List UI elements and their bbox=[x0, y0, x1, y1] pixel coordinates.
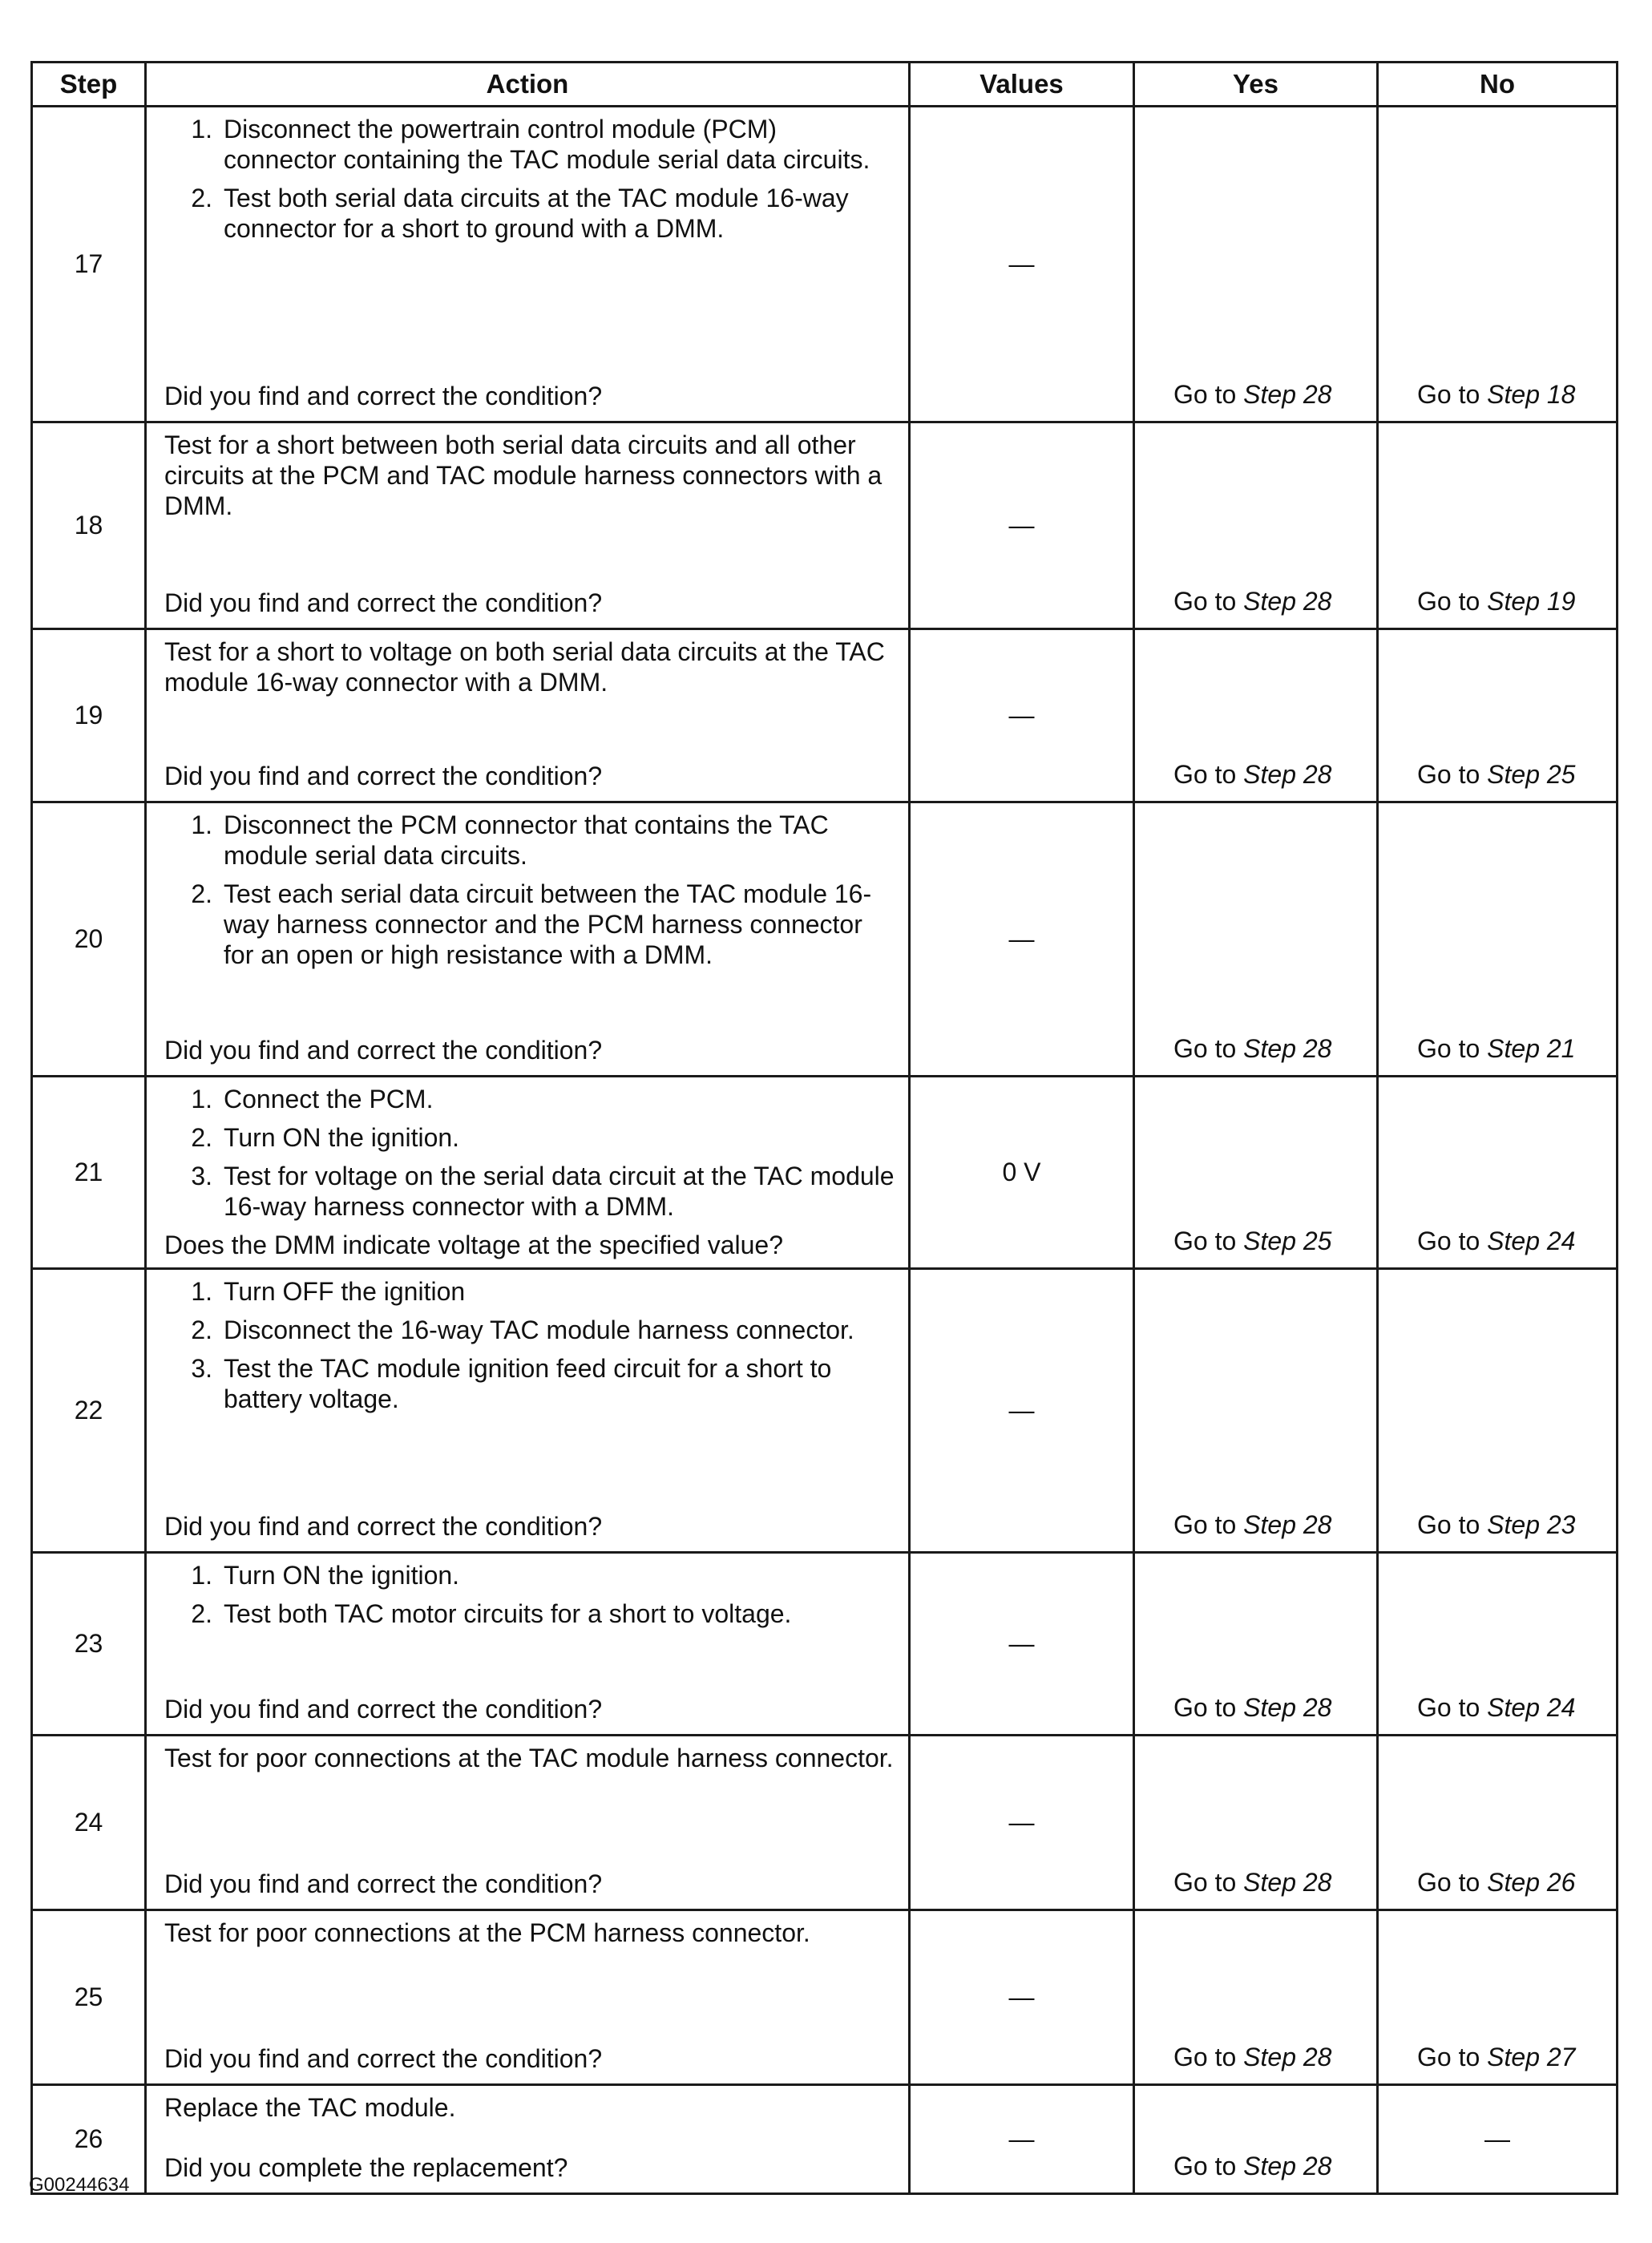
no-cell bbox=[1378, 1077, 1618, 1269]
action-cell bbox=[146, 1553, 910, 1736]
goto-prefix: Go to bbox=[1173, 380, 1237, 409]
yes-cell bbox=[1134, 1077, 1378, 1269]
goto-step-link: Step 27 bbox=[1487, 2043, 1576, 2071]
table-row bbox=[32, 107, 1618, 422]
table-row bbox=[32, 629, 1618, 802]
goto-prefix: Go to bbox=[1417, 1868, 1480, 1897]
step-number: 18 bbox=[32, 422, 146, 629]
action-cell bbox=[146, 1736, 910, 1910]
header-step: Step bbox=[32, 63, 146, 107]
yes-cell bbox=[1134, 422, 1378, 629]
goto-prefix: Go to bbox=[1173, 2043, 1237, 2071]
goto-step-link: Step 28 bbox=[1243, 1693, 1332, 1722]
action-cell bbox=[146, 629, 910, 802]
action-step-text: Turn ON the ignition. bbox=[224, 1123, 460, 1152]
no-cell bbox=[1378, 1736, 1618, 1910]
values-cell: — bbox=[910, 802, 1134, 1077]
no-cell bbox=[1378, 629, 1618, 802]
step-number: 22 bbox=[32, 1269, 146, 1553]
yes-cell bbox=[1134, 2085, 1378, 2194]
action-cell bbox=[146, 802, 910, 1077]
action-steps-list bbox=[164, 114, 895, 244]
values-cell: — bbox=[910, 422, 1134, 629]
yes-cell bbox=[1134, 1553, 1378, 1736]
action-steps-list bbox=[164, 1084, 895, 1222]
action-step-text: Disconnect the powertrain control module (PCM) connector containing the TAC module serial data circuits. bbox=[224, 115, 870, 174]
goto-prefix: Go to bbox=[1173, 1693, 1237, 1722]
action-step-text: Disconnect the 16-way TAC module harness connector. bbox=[224, 1315, 854, 1344]
step-number: 20 bbox=[32, 802, 146, 1077]
no-cell bbox=[1378, 1910, 1618, 2085]
action-step-item bbox=[164, 1315, 895, 1345]
goto-prefix: Go to bbox=[1173, 760, 1237, 789]
action-step-number: 2. bbox=[191, 184, 212, 212]
goto-prefix: Go to bbox=[1417, 1227, 1480, 1255]
no-cell: — bbox=[1378, 2085, 1618, 2194]
goto-step-link: Step 18 bbox=[1487, 380, 1576, 409]
action-question: Does the DMM indicate voltage at the specified value? bbox=[164, 1231, 783, 1259]
header-action: Action bbox=[146, 63, 910, 107]
action-instruction: Replace the TAC module. bbox=[164, 2093, 456, 2122]
action-steps-list bbox=[164, 1276, 895, 1414]
goto-prefix: Go to bbox=[1417, 587, 1480, 616]
table-row bbox=[32, 1553, 1618, 1736]
goto-step-link: Step 28 bbox=[1243, 380, 1332, 409]
action-step-number: 2. bbox=[191, 1123, 212, 1152]
header-no: No bbox=[1378, 63, 1618, 107]
values-cell: — bbox=[910, 2085, 1134, 2194]
action-step-number: 1. bbox=[191, 1277, 212, 1306]
action-step-number: 1. bbox=[191, 1561, 212, 1590]
table-header-row bbox=[32, 63, 1618, 107]
action-cell bbox=[146, 1910, 910, 2085]
action-step-item bbox=[164, 1161, 895, 1222]
action-step-number: 2. bbox=[191, 879, 212, 908]
action-step-text: Connect the PCM. bbox=[224, 1085, 434, 1113]
header-values: Values bbox=[910, 63, 1134, 107]
action-step-number: 1. bbox=[191, 115, 212, 143]
action-step-text: Test both TAC motor circuits for a short to voltage. bbox=[224, 1599, 792, 1628]
values-cell: — bbox=[910, 1910, 1134, 2085]
yes-cell bbox=[1134, 107, 1378, 422]
goto-step-link: Step 24 bbox=[1487, 1693, 1576, 1722]
table-row bbox=[32, 1736, 1618, 1910]
goto-prefix: Go to bbox=[1173, 1510, 1237, 1539]
table-row bbox=[32, 2085, 1618, 2194]
action-step-text: Test the TAC module ignition feed circuit for a short to battery voltage. bbox=[224, 1354, 832, 1413]
action-step-item bbox=[164, 879, 895, 970]
action-question: Did you find and correct the condition? bbox=[164, 1869, 603, 1898]
no-cell bbox=[1378, 422, 1618, 629]
action-step-text: Test each serial data circuit between the TAC module 16-way harness connector and the PCM harness connector for an open or high resistance with a DMM. bbox=[224, 879, 872, 969]
goto-step-link: Step 28 bbox=[1243, 2043, 1332, 2071]
goto-step-link: Step 25 bbox=[1487, 760, 1576, 789]
step-number: 25 bbox=[32, 1910, 146, 2085]
goto-step-link: Step 25 bbox=[1243, 1227, 1332, 1255]
step-number: 23 bbox=[32, 1553, 146, 1736]
diagnostic-table bbox=[30, 61, 1618, 2195]
yes-cell bbox=[1134, 1736, 1378, 1910]
table-body bbox=[32, 107, 1618, 2194]
goto-prefix: Go to bbox=[1173, 587, 1237, 616]
goto-prefix: Go to bbox=[1173, 1034, 1237, 1063]
goto-step-link: Step 21 bbox=[1487, 1034, 1576, 1063]
no-cell bbox=[1378, 107, 1618, 422]
goto-step-link: Step 24 bbox=[1487, 1227, 1576, 1255]
goto-prefix: Go to bbox=[1417, 1034, 1480, 1063]
figure-id: G00244634 bbox=[29, 2174, 130, 2196]
values-cell: 0 V bbox=[910, 1077, 1134, 1269]
values-cell: — bbox=[910, 1736, 1134, 1910]
action-step-text: Turn OFF the ignition bbox=[224, 1277, 466, 1306]
goto-prefix: Go to bbox=[1417, 1510, 1480, 1539]
step-number: 19 bbox=[32, 629, 146, 802]
action-step-item bbox=[164, 810, 895, 871]
action-cell bbox=[146, 1077, 910, 1269]
goto-prefix: Go to bbox=[1173, 2152, 1237, 2180]
action-question: Did you find and correct the condition? bbox=[164, 2044, 603, 2073]
goto-prefix: Go to bbox=[1417, 380, 1480, 409]
goto-step-link: Step 23 bbox=[1487, 1510, 1576, 1539]
action-question: Did you find and correct the condition? bbox=[164, 1036, 603, 1065]
action-question: Did you find and correct the condition? bbox=[164, 762, 603, 790]
action-step-text: Test for voltage on the serial data circuit at the TAC module 16-way harness connector with a DMM. bbox=[224, 1162, 895, 1221]
table-row bbox=[32, 1269, 1618, 1553]
action-question: Did you find and correct the condition? bbox=[164, 1512, 603, 1541]
action-step-text: Turn ON the ignition. bbox=[224, 1561, 460, 1590]
goto-step-link: Step 28 bbox=[1243, 2152, 1332, 2180]
action-steps-list bbox=[164, 1560, 895, 1629]
goto-prefix: Go to bbox=[1417, 1693, 1480, 1722]
table-row bbox=[32, 1910, 1618, 2085]
yes-cell bbox=[1134, 802, 1378, 1077]
goto-step-link: Step 28 bbox=[1243, 760, 1332, 789]
action-instruction: Test for poor connections at the PCM harness connector. bbox=[164, 1918, 810, 1947]
goto-prefix: Go to bbox=[1417, 760, 1480, 789]
action-question: Did you find and correct the condition? bbox=[164, 1695, 603, 1724]
goto-step-link: Step 28 bbox=[1243, 1868, 1332, 1897]
values-cell: — bbox=[910, 1269, 1134, 1553]
action-step-item bbox=[164, 1560, 895, 1590]
goto-step-link: Step 28 bbox=[1243, 1034, 1332, 1063]
header-yes: Yes bbox=[1134, 63, 1378, 107]
action-step-number: 1. bbox=[191, 810, 212, 839]
action-step-number: 3. bbox=[191, 1162, 212, 1190]
action-instruction: Test for a short between both serial data circuits and all other circuits at the PCM and TAC module harness connectors with a DMM. bbox=[164, 430, 883, 520]
table-row bbox=[32, 422, 1618, 629]
action-step-item bbox=[164, 1122, 895, 1153]
goto-prefix: Go to bbox=[1173, 1227, 1237, 1255]
goto-prefix: Go to bbox=[1417, 2043, 1480, 2071]
goto-step-link: Step 28 bbox=[1243, 1510, 1332, 1539]
action-question: Did you complete the replacement? bbox=[164, 2153, 568, 2182]
action-step-item bbox=[164, 1084, 895, 1114]
goto-step-link: Step 19 bbox=[1487, 587, 1576, 616]
goto-prefix: Go to bbox=[1173, 1868, 1237, 1897]
values-cell: — bbox=[910, 1553, 1134, 1736]
action-step-number: 2. bbox=[191, 1599, 212, 1628]
step-number: 17 bbox=[32, 107, 146, 422]
step-number: 24 bbox=[32, 1736, 146, 1910]
action-step-text: Disconnect the PCM connector that contains the TAC module serial data circuits. bbox=[224, 810, 829, 870]
action-step-number: 2. bbox=[191, 1315, 212, 1344]
action-instruction: Test for poor connections at the TAC module harness connector. bbox=[164, 1744, 894, 1772]
step-number: 21 bbox=[32, 1077, 146, 1269]
action-instruction: Test for a short to voltage on both serial data circuits at the TAC module 16-way connector with a DMM. bbox=[164, 637, 885, 697]
table-row bbox=[32, 802, 1618, 1077]
no-cell bbox=[1378, 1553, 1618, 1736]
action-question: Did you find and correct the condition? bbox=[164, 588, 603, 617]
goto-step-link: Step 26 bbox=[1487, 1868, 1576, 1897]
action-step-item bbox=[164, 183, 895, 244]
no-cell bbox=[1378, 1269, 1618, 1553]
yes-cell bbox=[1134, 1910, 1378, 2085]
yes-cell bbox=[1134, 1269, 1378, 1553]
action-question: Did you find and correct the condition? bbox=[164, 382, 603, 410]
action-step-item bbox=[164, 1276, 895, 1307]
action-step-item bbox=[164, 1353, 895, 1414]
action-steps-list bbox=[164, 810, 895, 970]
action-cell bbox=[146, 2085, 910, 2194]
yes-cell bbox=[1134, 629, 1378, 802]
action-step-item bbox=[164, 114, 895, 175]
action-cell bbox=[146, 1269, 910, 1553]
table-row bbox=[32, 1077, 1618, 1269]
action-cell bbox=[146, 422, 910, 629]
values-cell: — bbox=[910, 107, 1134, 422]
action-step-number: 3. bbox=[191, 1354, 212, 1383]
step-number: 26 bbox=[32, 2085, 146, 2194]
action-step-number: 1. bbox=[191, 1085, 212, 1113]
goto-step-link: Step 28 bbox=[1243, 587, 1332, 616]
action-step-item bbox=[164, 1598, 895, 1629]
values-cell: — bbox=[910, 629, 1134, 802]
action-step-text: Test both serial data circuits at the TAC module 16-way connector for a short to ground with a DMM. bbox=[224, 184, 849, 243]
action-cell bbox=[146, 107, 910, 422]
no-cell bbox=[1378, 802, 1618, 1077]
